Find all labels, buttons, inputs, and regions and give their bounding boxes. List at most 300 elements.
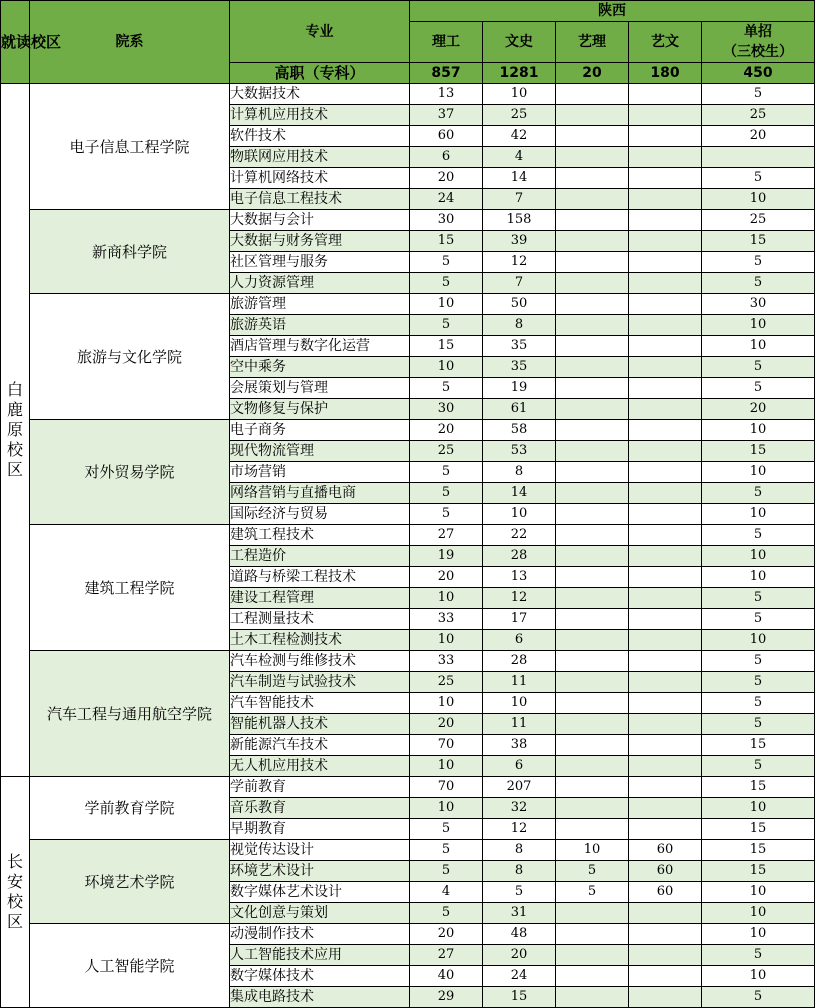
quota-yili — [556, 378, 629, 399]
major-name: 视觉传达设计 — [230, 840, 410, 861]
quota-yiwen — [629, 189, 702, 210]
quota-yili — [556, 714, 629, 735]
quota-wenshi: 5 — [483, 882, 556, 903]
quota-yiwen — [629, 252, 702, 273]
quota-yiwen — [629, 609, 702, 630]
quota-wenshi: 38 — [483, 735, 556, 756]
quota-ligong: 20 — [410, 567, 483, 588]
quota-yiwen — [629, 567, 702, 588]
quota-wenshi: 58 — [483, 420, 556, 441]
quota-yiwen: 60 — [629, 861, 702, 882]
quota-yiwen — [629, 231, 702, 252]
quota-danzhao: 5 — [702, 714, 815, 735]
quota-danzhao: 20 — [702, 399, 815, 420]
quota-yili — [556, 966, 629, 987]
major-name: 物联网应用技术 — [230, 147, 410, 168]
department-name: 人工智能学院 — [30, 924, 230, 1008]
quota-yili — [556, 189, 629, 210]
major-name: 现代物流管理 — [230, 441, 410, 462]
quota-yiwen — [629, 756, 702, 777]
quota-yili — [556, 273, 629, 294]
major-name: 土木工程检测技术 — [230, 630, 410, 651]
quota-ligong: 24 — [410, 189, 483, 210]
major-name: 文化创意与策划 — [230, 903, 410, 924]
quota-yili: 5 — [556, 861, 629, 882]
quota-wenshi: 14 — [483, 168, 556, 189]
major-name: 集成电路技术 — [230, 987, 410, 1008]
quota-ligong: 5 — [410, 861, 483, 882]
quota-danzhao: 5 — [702, 378, 815, 399]
quota-yili — [556, 819, 629, 840]
quota-yiwen — [629, 903, 702, 924]
campus-name: 白 鹿 原 校 区 — [1, 84, 30, 777]
quota-yiwen — [629, 378, 702, 399]
quota-yiwen — [629, 441, 702, 462]
major-name: 人力资源管理 — [230, 273, 410, 294]
major-name: 大数据与财务管理 — [230, 231, 410, 252]
quota-danzhao: 10 — [702, 336, 815, 357]
quota-ligong: 5 — [410, 903, 483, 924]
quota-ligong: 27 — [410, 945, 483, 966]
major-name: 人工智能技术应用 — [230, 945, 410, 966]
quota-yili — [556, 987, 629, 1008]
quota-yiwen — [629, 126, 702, 147]
major-name: 大数据与会计 — [230, 210, 410, 231]
col-header-yiwen: 艺文 — [629, 22, 702, 63]
quota-ligong: 5 — [410, 273, 483, 294]
quota-yili — [556, 483, 629, 504]
quota-yiwen — [629, 273, 702, 294]
quota-yiwen — [629, 672, 702, 693]
quota-yili — [556, 231, 629, 252]
quota-danzhao: 5 — [702, 168, 815, 189]
quota-yiwen — [629, 735, 702, 756]
quota-danzhao: 20 — [702, 126, 815, 147]
quota-yili — [556, 756, 629, 777]
quota-wenshi: 10 — [483, 504, 556, 525]
major-name: 计算机网络技术 — [230, 168, 410, 189]
quota-wenshi: 42 — [483, 126, 556, 147]
quota-danzhao: 30 — [702, 294, 815, 315]
quota-wenshi: 15 — [483, 987, 556, 1008]
major-name: 文物修复与保护 — [230, 399, 410, 420]
quota-danzhao: 10 — [702, 189, 815, 210]
quota-wenshi: 20 — [483, 945, 556, 966]
quota-wenshi: 10 — [483, 84, 556, 105]
quota-yiwen — [629, 357, 702, 378]
department-name: 对外贸易学院 — [30, 420, 230, 525]
campus-name: 长 安 校 区 — [1, 777, 30, 1008]
quota-ligong: 60 — [410, 126, 483, 147]
major-name: 酒店管理与数字化运营 — [230, 336, 410, 357]
plan-body — [1, 84, 815, 1008]
quota-danzhao: 10 — [702, 903, 815, 924]
quota-yili — [556, 399, 629, 420]
total-ligong: 857 — [410, 63, 483, 84]
major-name: 无人机应用技术 — [230, 756, 410, 777]
quota-danzhao: 5 — [702, 693, 815, 714]
quota-wenshi: 11 — [483, 672, 556, 693]
quota-yili: 5 — [556, 882, 629, 903]
total-yiwen: 180 — [629, 63, 702, 84]
quota-yiwen — [629, 777, 702, 798]
quota-danzhao: 25 — [702, 210, 815, 231]
quota-ligong: 33 — [410, 609, 483, 630]
quota-ligong: 30 — [410, 399, 483, 420]
quota-yili — [556, 168, 629, 189]
major-name: 软件技术 — [230, 126, 410, 147]
quota-yiwen: 60 — [629, 882, 702, 903]
major-name: 会展策划与管理 — [230, 378, 410, 399]
quota-wenshi: 61 — [483, 399, 556, 420]
quota-ligong: 5 — [410, 378, 483, 399]
quota-wenshi: 6 — [483, 756, 556, 777]
quota-yili — [556, 651, 629, 672]
quota-danzhao: 15 — [702, 441, 815, 462]
major-name: 早期教育 — [230, 819, 410, 840]
quota-ligong: 15 — [410, 231, 483, 252]
quota-wenshi: 12 — [483, 252, 556, 273]
quota-ligong: 25 — [410, 672, 483, 693]
total-danzhao: 450 — [702, 63, 815, 84]
quota-danzhao: 15 — [702, 861, 815, 882]
quota-yili — [556, 462, 629, 483]
major-name: 工程测量技术 — [230, 609, 410, 630]
quota-danzhao: 5 — [702, 357, 815, 378]
quota-ligong: 10 — [410, 294, 483, 315]
table-row — [1, 651, 815, 672]
quota-yili — [556, 945, 629, 966]
department-name: 学前教育学院 — [30, 777, 230, 840]
quota-ligong: 5 — [410, 840, 483, 861]
quota-yili — [556, 588, 629, 609]
major-name: 新能源汽车技术 — [230, 735, 410, 756]
quota-yiwen — [629, 336, 702, 357]
quota-wenshi: 35 — [483, 357, 556, 378]
major-name: 数字媒体艺术设计 — [230, 882, 410, 903]
quota-yiwen — [629, 168, 702, 189]
quota-danzhao: 5 — [702, 945, 815, 966]
quota-ligong: 5 — [410, 315, 483, 336]
quota-wenshi: 14 — [483, 483, 556, 504]
major-name: 市场营销 — [230, 462, 410, 483]
table-row — [1, 420, 815, 441]
quota-yiwen — [629, 210, 702, 231]
quota-wenshi: 13 — [483, 567, 556, 588]
quota-ligong: 20 — [410, 714, 483, 735]
quota-wenshi: 19 — [483, 378, 556, 399]
quota-yiwen — [629, 399, 702, 420]
major-name: 道路与桥梁工程技术 — [230, 567, 410, 588]
quota-wenshi: 4 — [483, 147, 556, 168]
quota-yiwen — [629, 147, 702, 168]
quota-wenshi: 8 — [483, 315, 556, 336]
major-name: 汽车检测与维修技术 — [230, 651, 410, 672]
quota-yiwen — [629, 504, 702, 525]
quota-yili — [556, 546, 629, 567]
major-name: 社区管理与服务 — [230, 252, 410, 273]
level-label: 高职（专科） — [230, 63, 410, 84]
table-row — [1, 840, 815, 861]
quota-ligong: 70 — [410, 735, 483, 756]
quota-yiwen — [629, 315, 702, 336]
major-name: 汽车智能技术 — [230, 693, 410, 714]
col-header-yili: 艺理 — [556, 22, 629, 63]
major-header: 专业 — [230, 1, 410, 63]
quota-yiwen — [629, 693, 702, 714]
quota-yili — [556, 693, 629, 714]
quota-yili — [556, 252, 629, 273]
quota-ligong: 15 — [410, 336, 483, 357]
quota-yiwen — [629, 714, 702, 735]
major-name: 电子商务 — [230, 420, 410, 441]
major-name: 汽车制造与试验技术 — [230, 672, 410, 693]
major-name: 智能机器人技术 — [230, 714, 410, 735]
quota-danzhao: 10 — [702, 630, 815, 651]
quota-yili — [556, 525, 629, 546]
col-header-ligong: 理工 — [410, 22, 483, 63]
quota-yiwen — [629, 945, 702, 966]
table-row — [1, 525, 815, 546]
quota-yili — [556, 798, 629, 819]
major-name: 大数据技术 — [230, 84, 410, 105]
quota-yiwen — [629, 84, 702, 105]
quota-danzhao: 15 — [702, 819, 815, 840]
quota-yiwen — [629, 483, 702, 504]
quota-ligong: 10 — [410, 693, 483, 714]
quota-danzhao: 5 — [702, 588, 815, 609]
quota-yiwen — [629, 294, 702, 315]
department-name: 新商科学院 — [30, 210, 230, 294]
col-header-danzhao: 单招 （三校生） — [702, 22, 815, 63]
quota-ligong: 27 — [410, 525, 483, 546]
quota-danzhao: 10 — [702, 315, 815, 336]
major-name: 学前教育 — [230, 777, 410, 798]
quota-danzhao: 10 — [702, 546, 815, 567]
department-name: 汽车工程与通用航空学院 — [30, 651, 230, 777]
quota-wenshi: 17 — [483, 609, 556, 630]
department-name: 电子信息工程学院 — [30, 84, 230, 210]
quota-yili — [556, 441, 629, 462]
quota-ligong: 20 — [410, 924, 483, 945]
quota-yili: 10 — [556, 840, 629, 861]
quota-yiwen — [629, 966, 702, 987]
department-name: 建筑工程学院 — [30, 525, 230, 651]
quota-yili — [556, 672, 629, 693]
quota-wenshi: 6 — [483, 630, 556, 651]
quota-wenshi: 12 — [483, 588, 556, 609]
quota-yiwen — [629, 987, 702, 1008]
quota-yili — [556, 567, 629, 588]
quota-yili — [556, 126, 629, 147]
quota-ligong: 5 — [410, 504, 483, 525]
quota-ligong: 6 — [410, 147, 483, 168]
department-header: 院系 — [30, 1, 230, 84]
quota-wenshi: 22 — [483, 525, 556, 546]
major-name: 音乐教育 — [230, 798, 410, 819]
major-name: 工程造价 — [230, 546, 410, 567]
quota-danzhao: 10 — [702, 504, 815, 525]
quota-yili — [556, 903, 629, 924]
quota-danzhao — [702, 147, 815, 168]
quota-yiwen: 60 — [629, 840, 702, 861]
quota-yiwen — [629, 819, 702, 840]
quota-wenshi: 24 — [483, 966, 556, 987]
quota-danzhao: 15 — [702, 840, 815, 861]
quota-danzhao: 5 — [702, 252, 815, 273]
quota-danzhao: 10 — [702, 567, 815, 588]
major-name: 环境艺术设计 — [230, 861, 410, 882]
quota-ligong: 70 — [410, 777, 483, 798]
quota-wenshi: 207 — [483, 777, 556, 798]
quota-yiwen — [629, 420, 702, 441]
quota-danzhao: 15 — [702, 231, 815, 252]
quota-ligong: 37 — [410, 105, 483, 126]
quota-wenshi: 7 — [483, 189, 556, 210]
quota-danzhao: 5 — [702, 672, 815, 693]
quota-ligong: 29 — [410, 987, 483, 1008]
quota-ligong: 4 — [410, 882, 483, 903]
quota-yiwen — [629, 798, 702, 819]
quota-wenshi: 7 — [483, 273, 556, 294]
quota-yiwen — [629, 588, 702, 609]
quota-ligong: 5 — [410, 483, 483, 504]
quota-wenshi: 12 — [483, 819, 556, 840]
quota-wenshi: 35 — [483, 336, 556, 357]
major-name: 网络营销与直播电商 — [230, 483, 410, 504]
quota-yili — [556, 105, 629, 126]
quota-ligong: 10 — [410, 588, 483, 609]
quota-yiwen — [629, 105, 702, 126]
quota-yiwen — [629, 924, 702, 945]
major-name: 建设工程管理 — [230, 588, 410, 609]
quota-ligong: 10 — [410, 798, 483, 819]
quota-danzhao: 5 — [702, 651, 815, 672]
quota-yiwen — [629, 630, 702, 651]
quota-yili — [556, 336, 629, 357]
major-name: 旅游英语 — [230, 315, 410, 336]
quota-danzhao: 15 — [702, 777, 815, 798]
quota-danzhao: 10 — [702, 798, 815, 819]
quota-ligong: 10 — [410, 756, 483, 777]
quota-ligong: 40 — [410, 966, 483, 987]
major-name: 电子信息工程技术 — [230, 189, 410, 210]
table-row — [1, 924, 815, 945]
quota-danzhao: 25 — [702, 105, 815, 126]
quota-wenshi: 53 — [483, 441, 556, 462]
table-row — [1, 294, 815, 315]
quota-yili — [556, 735, 629, 756]
quota-danzhao: 5 — [702, 84, 815, 105]
quota-danzhao: 15 — [702, 735, 815, 756]
quota-yili — [556, 210, 629, 231]
quota-danzhao: 10 — [702, 924, 815, 945]
department-name: 环境艺术学院 — [30, 840, 230, 924]
quota-danzhao: 5 — [702, 273, 815, 294]
quota-yili — [556, 777, 629, 798]
major-name: 动漫制作技术 — [230, 924, 410, 945]
total-yili: 20 — [556, 63, 629, 84]
major-name: 国际经济与贸易 — [230, 504, 410, 525]
quota-yili — [556, 630, 629, 651]
quota-danzhao: 10 — [702, 462, 815, 483]
quota-wenshi: 48 — [483, 924, 556, 945]
quota-wenshi: 50 — [483, 294, 556, 315]
quota-ligong: 10 — [410, 630, 483, 651]
quota-ligong: 30 — [410, 210, 483, 231]
total-wenshi: 1281 — [483, 63, 556, 84]
major-name: 计算机应用技术 — [230, 105, 410, 126]
quota-ligong: 20 — [410, 168, 483, 189]
quota-yiwen — [629, 651, 702, 672]
major-name: 旅游管理 — [230, 294, 410, 315]
quota-wenshi: 8 — [483, 861, 556, 882]
quota-danzhao: 5 — [702, 609, 815, 630]
quota-wenshi: 39 — [483, 231, 556, 252]
quota-wenshi: 32 — [483, 798, 556, 819]
quota-danzhao: 10 — [702, 882, 815, 903]
quota-danzhao: 5 — [702, 525, 815, 546]
quota-wenshi: 31 — [483, 903, 556, 924]
quota-ligong: 10 — [410, 357, 483, 378]
quota-danzhao: 5 — [702, 756, 815, 777]
campus-header: 就读校区 — [1, 1, 30, 84]
quota-yili — [556, 357, 629, 378]
quota-wenshi: 8 — [483, 840, 556, 861]
quota-wenshi: 11 — [483, 714, 556, 735]
col-header-wenshi: 文史 — [483, 22, 556, 63]
quota-yiwen — [629, 462, 702, 483]
table-row — [1, 777, 815, 798]
quota-danzhao: 10 — [702, 966, 815, 987]
quota-ligong: 25 — [410, 441, 483, 462]
quota-yiwen — [629, 525, 702, 546]
quota-yili — [556, 924, 629, 945]
quota-yili — [556, 609, 629, 630]
quota-ligong: 20 — [410, 420, 483, 441]
quota-ligong: 19 — [410, 546, 483, 567]
quota-wenshi: 158 — [483, 210, 556, 231]
table-row — [1, 84, 815, 105]
quota-ligong: 5 — [410, 462, 483, 483]
quota-ligong: 5 — [410, 819, 483, 840]
major-name: 空中乘务 — [230, 357, 410, 378]
quota-ligong: 13 — [410, 84, 483, 105]
department-name: 旅游与文化学院 — [30, 294, 230, 420]
quota-yili — [556, 504, 629, 525]
quota-ligong: 5 — [410, 252, 483, 273]
quota-wenshi: 10 — [483, 693, 556, 714]
quota-yili — [556, 84, 629, 105]
quota-yiwen — [629, 546, 702, 567]
quota-yili — [556, 294, 629, 315]
quota-wenshi: 8 — [483, 462, 556, 483]
quota-yili — [556, 315, 629, 336]
quota-danzhao: 5 — [702, 987, 815, 1008]
quota-wenshi: 25 — [483, 105, 556, 126]
quota-danzhao: 10 — [702, 420, 815, 441]
quota-wenshi: 28 — [483, 546, 556, 567]
major-name: 数字媒体技术 — [230, 966, 410, 987]
table-row — [1, 210, 815, 231]
major-name: 建筑工程技术 — [230, 525, 410, 546]
quota-ligong: 33 — [410, 651, 483, 672]
quota-danzhao: 5 — [702, 483, 815, 504]
quota-wenshi: 28 — [483, 651, 556, 672]
quota-yili — [556, 147, 629, 168]
quota-yili — [556, 420, 629, 441]
region-header: 陕西 — [410, 1, 815, 22]
